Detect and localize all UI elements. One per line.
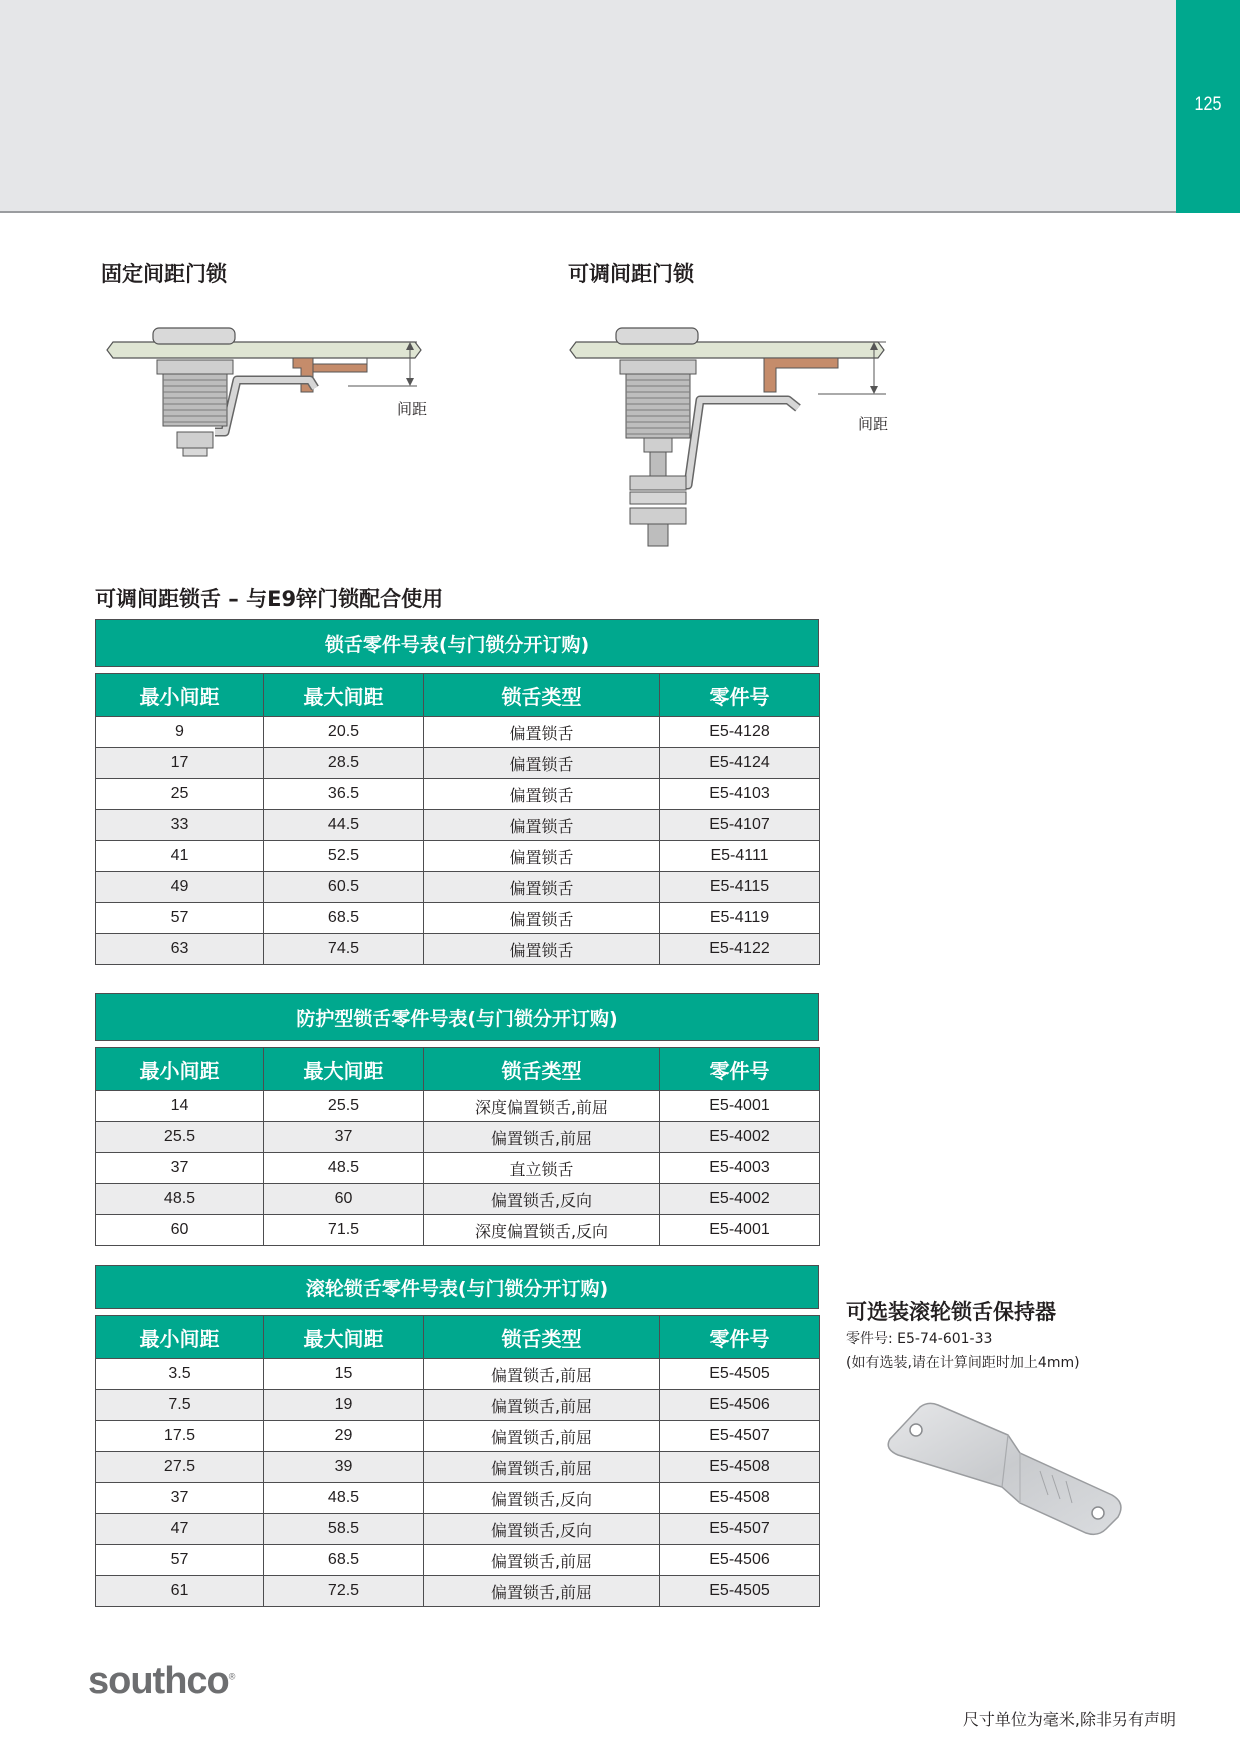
- cell-part: E5-4505: [660, 1359, 820, 1390]
- southco-logo: [88, 1660, 234, 1703]
- table-row: [96, 903, 820, 934]
- table-row: [96, 934, 820, 965]
- cell-part: E5-4122: [660, 934, 820, 965]
- cell-type: 偏置锁舌,前屈: [424, 1359, 660, 1390]
- table-row: [96, 810, 820, 841]
- cell-part: E5-4119: [660, 903, 820, 934]
- cell-part: E5-4505: [660, 1576, 820, 1607]
- cell-part: E5-4508: [660, 1483, 820, 1514]
- header-min-grip: 最小间距: [96, 1048, 264, 1091]
- table-row: [96, 1452, 820, 1483]
- retainer-image: [880, 1395, 1140, 1545]
- cell-min: 25.5: [96, 1122, 264, 1153]
- footer-note: 尺寸单位为毫米,除非另有声明: [962, 1710, 1176, 1729]
- cell-type: 偏置锁舌,反向: [424, 1514, 660, 1545]
- table-row: [96, 1091, 820, 1122]
- fixed-latch-drawing: [105, 320, 428, 470]
- table-row: [96, 1483, 820, 1514]
- cell-min: 61: [96, 1576, 264, 1607]
- cell-min: 37: [96, 1483, 264, 1514]
- cell-min: 41: [96, 841, 264, 872]
- figure-title-fixed: 固定间距门锁: [101, 262, 227, 286]
- cell-part: E5-4001: [660, 1091, 820, 1122]
- cell-type: 偏置锁舌: [424, 934, 660, 965]
- cell-max: 44.5: [264, 810, 424, 841]
- retainer-note: (如有选装,请在计算间距时加上4mm): [846, 1355, 1080, 1371]
- table-title: 防护型锁舌零件号表(与门锁分开订购): [95, 993, 819, 1041]
- figure-title-adjustable: 可调间距门锁: [568, 262, 694, 286]
- header-max-grip: 最大间距: [264, 674, 424, 717]
- cell-min: 47: [96, 1514, 264, 1545]
- header-min-grip: 最小间距: [96, 674, 264, 717]
- cell-min: 57: [96, 903, 264, 934]
- cell-type: 偏置锁舌: [424, 810, 660, 841]
- cell-max: 15: [264, 1359, 424, 1390]
- roller-cam-part-table: [95, 1265, 819, 1607]
- parts-table: [95, 1047, 820, 1246]
- cell-part: E5-4107: [660, 810, 820, 841]
- cell-type: 偏置锁舌,前屈: [424, 1421, 660, 1452]
- cell-max: 52.5: [264, 841, 424, 872]
- cell-max: 60: [264, 1184, 424, 1215]
- cell-part: E5-4128: [660, 717, 820, 748]
- cell-min: 49: [96, 872, 264, 903]
- cell-min: 48.5: [96, 1184, 264, 1215]
- cell-type: 偏置锁舌,前屈: [424, 1390, 660, 1421]
- cell-max: 48.5: [264, 1483, 424, 1514]
- table-row: [96, 1122, 820, 1153]
- cell-type: 直立锁舌: [424, 1153, 660, 1184]
- cell-part: E5-4124: [660, 748, 820, 779]
- table-row: [96, 1153, 820, 1184]
- cell-max: 25.5: [264, 1091, 424, 1122]
- cell-type: 深度偏置锁舌,前屈: [424, 1091, 660, 1122]
- cell-type: 深度偏置锁舌,反向: [424, 1215, 660, 1246]
- cell-type: 偏置锁舌: [424, 717, 660, 748]
- header-cam-type: 锁舌类型: [424, 1316, 660, 1359]
- cell-type: 偏置锁舌,反向: [424, 1483, 660, 1514]
- header-max-grip: 最大间距: [264, 1316, 424, 1359]
- header-min-grip: 最小间距: [96, 1316, 264, 1359]
- table-row: [96, 1184, 820, 1215]
- table-row: [96, 841, 820, 872]
- logo-mark: ®: [228, 1671, 235, 1682]
- table-row: [96, 717, 820, 748]
- table-row: [96, 779, 820, 810]
- cell-min: 57: [96, 1545, 264, 1576]
- cell-max: 60.5: [264, 872, 424, 903]
- table-row: [96, 1514, 820, 1545]
- cell-type: 偏置锁舌,前屈: [424, 1122, 660, 1153]
- cell-max: 29: [264, 1421, 424, 1452]
- cell-max: 58.5: [264, 1514, 424, 1545]
- cell-part: E5-4003: [660, 1153, 820, 1184]
- cell-type: 偏置锁舌: [424, 779, 660, 810]
- retainer-part-number: 零件号: E5-74-601-33: [846, 1331, 993, 1347]
- cell-max: 19: [264, 1390, 424, 1421]
- header-band: [0, 0, 1176, 213]
- cell-max: 39: [264, 1452, 424, 1483]
- cell-type: 偏置锁舌,前屈: [424, 1576, 660, 1607]
- adjustable-latch-drawing: [568, 320, 888, 555]
- table-row: [96, 1576, 820, 1607]
- cell-part: E5-4507: [660, 1421, 820, 1452]
- table-row: [96, 1390, 820, 1421]
- retainer-title: 可选装滚轮锁舌保持器: [846, 1300, 1056, 1324]
- table-title: 滚轮锁舌零件号表(与门锁分开订购): [95, 1265, 819, 1309]
- cell-min: 60: [96, 1215, 264, 1246]
- cell-part: E5-4115: [660, 872, 820, 903]
- cell-max: 20.5: [264, 717, 424, 748]
- cam-part-table: [95, 619, 819, 965]
- cell-type: 偏置锁舌: [424, 903, 660, 934]
- table-title: 锁舌零件号表(与门锁分开订购): [95, 619, 819, 667]
- header-part-number: 零件号: [660, 1316, 820, 1359]
- cell-min: 7.5: [96, 1390, 264, 1421]
- cell-max: 36.5: [264, 779, 424, 810]
- cell-part: E5-4001: [660, 1215, 820, 1246]
- cell-max: 71.5: [264, 1215, 424, 1246]
- cell-part: E5-4103: [660, 779, 820, 810]
- cell-part: E5-4111: [660, 841, 820, 872]
- table-row: [96, 1545, 820, 1576]
- cell-min: 37: [96, 1153, 264, 1184]
- cell-part: E5-4002: [660, 1184, 820, 1215]
- cell-min: 27.5: [96, 1452, 264, 1483]
- parts-table: [95, 673, 820, 965]
- cell-type: 偏置锁舌: [424, 841, 660, 872]
- table-row: [96, 1359, 820, 1390]
- cell-max: 37: [264, 1122, 424, 1153]
- cell-min: 63: [96, 934, 264, 965]
- table-row: [96, 748, 820, 779]
- table-row: [96, 1421, 820, 1452]
- cell-type: 偏置锁舌,前屈: [424, 1452, 660, 1483]
- cell-part: E5-4507: [660, 1514, 820, 1545]
- table-row: [96, 1215, 820, 1246]
- cell-part: E5-4506: [660, 1545, 820, 1576]
- header-max-grip: 最大间距: [264, 1048, 424, 1091]
- gap-label-adjustable: 间距: [858, 415, 889, 433]
- logo-text: southco: [88, 1660, 229, 1702]
- cell-max: 48.5: [264, 1153, 424, 1184]
- header-cam-type: 锁舌类型: [424, 674, 660, 717]
- cell-max: 72.5: [264, 1576, 424, 1607]
- cell-part: E5-4508: [660, 1452, 820, 1483]
- cell-part: E5-4506: [660, 1390, 820, 1421]
- cell-max: 74.5: [264, 934, 424, 965]
- cell-type: 偏置锁舌,前屈: [424, 1545, 660, 1576]
- header-part-number: 零件号: [660, 1048, 820, 1091]
- header-cam-type: 锁舌类型: [424, 1048, 660, 1091]
- guarded-cam-part-table: [95, 993, 819, 1246]
- cell-type: 偏置锁舌: [424, 872, 660, 903]
- cell-type: 偏置锁舌,反向: [424, 1184, 660, 1215]
- cell-min: 33: [96, 810, 264, 841]
- cell-part: E5-4002: [660, 1122, 820, 1153]
- cell-min: 17.5: [96, 1421, 264, 1452]
- cell-min: 9: [96, 717, 264, 748]
- cell-max: 68.5: [264, 1545, 424, 1576]
- section-title: 可调间距锁舌 – 与E9锌门锁配合使用: [95, 587, 444, 611]
- header-part-number: 零件号: [660, 674, 820, 717]
- cell-type: 偏置锁舌: [424, 748, 660, 779]
- cell-min: 25: [96, 779, 264, 810]
- page-number: 125: [1194, 94, 1222, 115]
- cell-max: 28.5: [264, 748, 424, 779]
- cell-max: 68.5: [264, 903, 424, 934]
- gap-label-fixed: 间距: [397, 400, 428, 418]
- cell-min: 14: [96, 1091, 264, 1122]
- cell-min: 17: [96, 748, 264, 779]
- table-row: [96, 872, 820, 903]
- parts-table: [95, 1315, 820, 1607]
- cell-min: 3.5: [96, 1359, 264, 1390]
